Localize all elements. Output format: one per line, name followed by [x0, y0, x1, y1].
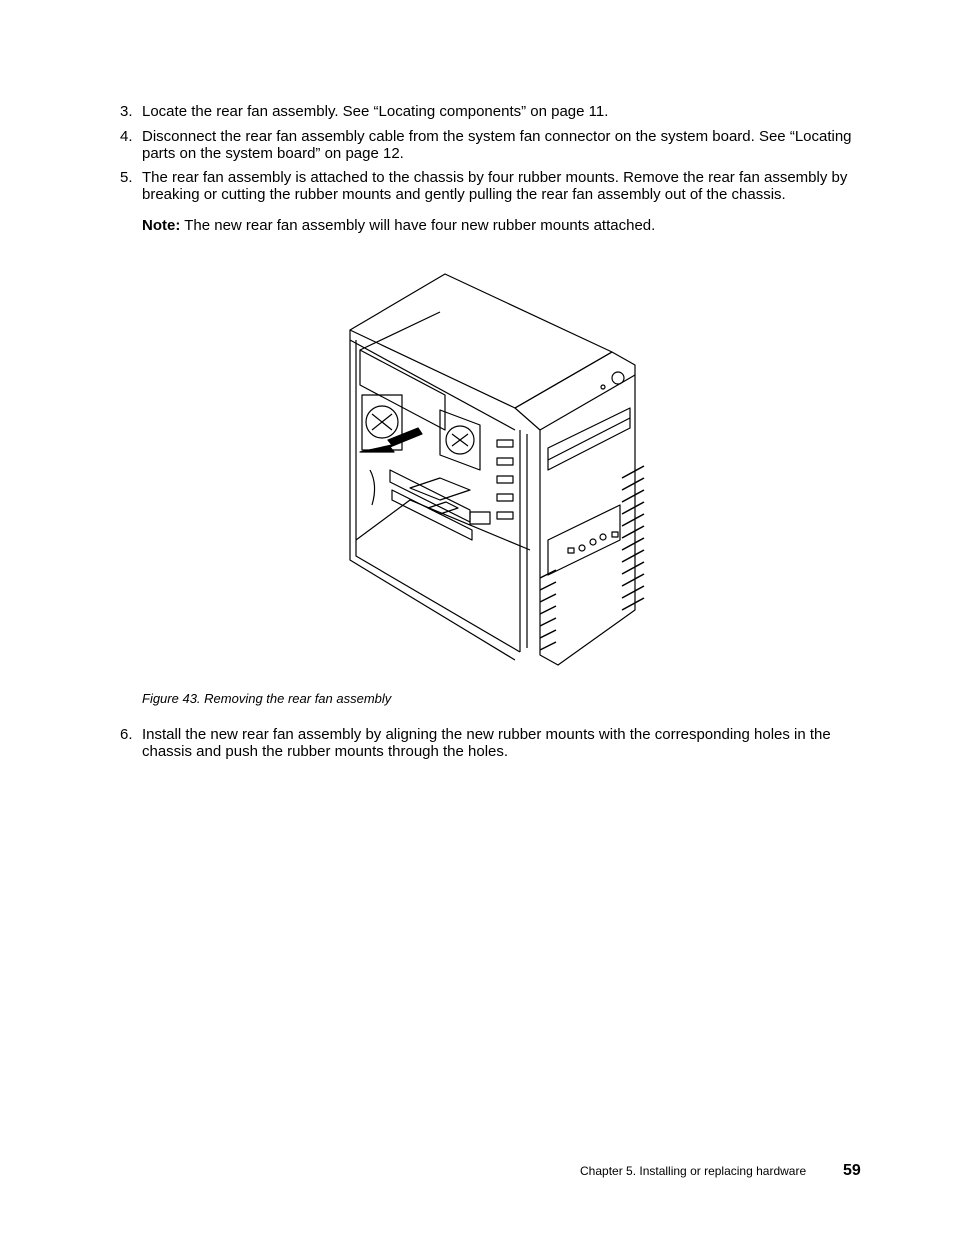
- figure-caption: Figure 43. Removing the rear fan assembly: [142, 691, 392, 706]
- step-4: [120, 128, 870, 162]
- page-number: 59: [843, 1162, 861, 1179]
- step-number: 4.: [120, 128, 133, 145]
- step-text: Install the new rear fan assembly by aligning the new rubber mounts with the corresponding holes in the chassis and push the rubber mounts through the holes.: [142, 726, 831, 760]
- note-text: The new rear fan assembly will have four new rubber mounts attached.: [180, 217, 656, 234]
- step-3: [120, 103, 870, 120]
- step-number: 5.: [120, 169, 133, 186]
- step-5: [120, 169, 870, 203]
- figure-illustration: [340, 268, 670, 673]
- step-text: The rear fan assembly is attached to the chassis by four rubber mounts. Remove the rear fan assembly by breaking or cutting the rubber mounts and gently pulling the rear fan assembly out of the chassis.: [142, 169, 848, 203]
- step-text: Disconnect the rear fan assembly cable from the system fan connector on the system board. See “Locating parts on the system board” on page 12.: [142, 128, 852, 162]
- note-label: Note:: [142, 217, 181, 234]
- step-text: Locate the rear fan assembly. See “Locating components” on page 11.: [142, 103, 609, 120]
- step-number: 3.: [120, 103, 133, 120]
- chassis-illustration: [340, 268, 670, 673]
- note: [142, 217, 862, 234]
- step-6: [120, 726, 870, 760]
- footer-chapter: Chapter 5. Installing or replacing hardware: [580, 1164, 807, 1178]
- step-number: 6.: [120, 726, 133, 743]
